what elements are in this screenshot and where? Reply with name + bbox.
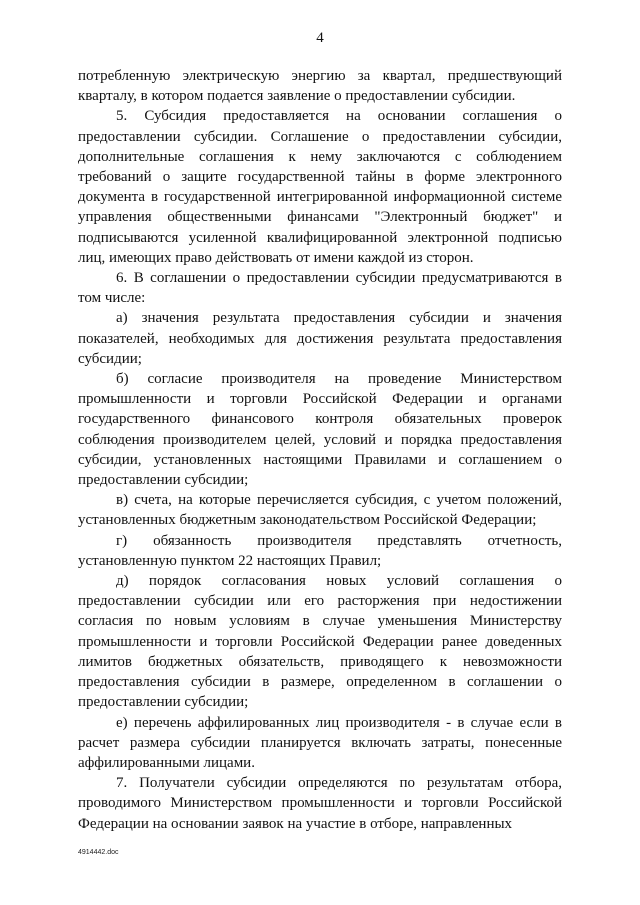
paragraph-item-6: 6. В соглашении о предоставлении субсидии предусматриваются в том числе: — [78, 270, 562, 307]
paragraph-subitem-v: в) счета, на которые перечисляется субсидия, с учетом положений, установленных бюджетным законодательством Российской Федерации; — [78, 492, 562, 529]
paragraph-subitem-e: е) перечень аффилированных лиц производителя - в случае если в расчет размера субсидии планируется включать затраты, понесенные аффилированными лицами. — [78, 714, 562, 771]
paragraph-item-7: 7. Получатели субсидии определяются по результатам отбора, проводимого Министерством промышленности и торговли Российской Федерации на основании заявок на участие в отборе, направленных — [78, 775, 562, 832]
paragraph-item-5: 5. Субсидия предоставляется на основании соглашения о предоставлении субсидии. Соглашение о предоставлении субсидии, дополнительные соглашения к нему заключаются с соблюдением требований о защите государственной тайны в форме электронного документа в государственной интегрированной информационной системе управления общественными финансами "Электронный бюджет" и подписываются усиленной квалифицированной электронной подписью лиц, имеющих право действовать от имени каждой из сторон. — [78, 108, 562, 266]
document-body — [78, 66, 562, 834]
paragraph-subitem-b: б) согласие производителя на проведение Министерством промышленности и торговли Российской Федерации и органами государственного финансового контроля обязательных проверок соблюдения производителем целей, условий и порядка предоставления субсидии, установленных настоящими Правилами и соглашением о предоставлении субсидии; — [78, 371, 562, 489]
paragraph-subitem-g: г) обязанность производителя представлять отчетность, установленную пунктом 22 настоящих Правил; — [78, 532, 562, 569]
paragraph-subitem-a: а) значения результата предоставления субсидии и значения показателей, необходимых для достижения результата предоставления субсидии; — [78, 310, 562, 367]
page-number: 4 — [316, 30, 324, 46]
paragraph-subitem-d: д) порядок согласования новых условий соглашения о предоставлении субсидии или его расторжения при недостижении согласия по новым условиям в случае уменьшения Министерству промышленности и торговли Российской Федерации ранее доведенных лимитов бюджетных обязательств, приводящего к невозможности предоставления субсидии в размере, определенном в соглашении о предоставлении субсидии; — [78, 573, 562, 711]
document-filename: 4914442.doc — [78, 849, 119, 856]
paragraph-continuation: потребленную электрическую энергию за квартал, предшествующий кварталу, в котором подается заявление о предоставлении субсидии. — [78, 68, 562, 105]
